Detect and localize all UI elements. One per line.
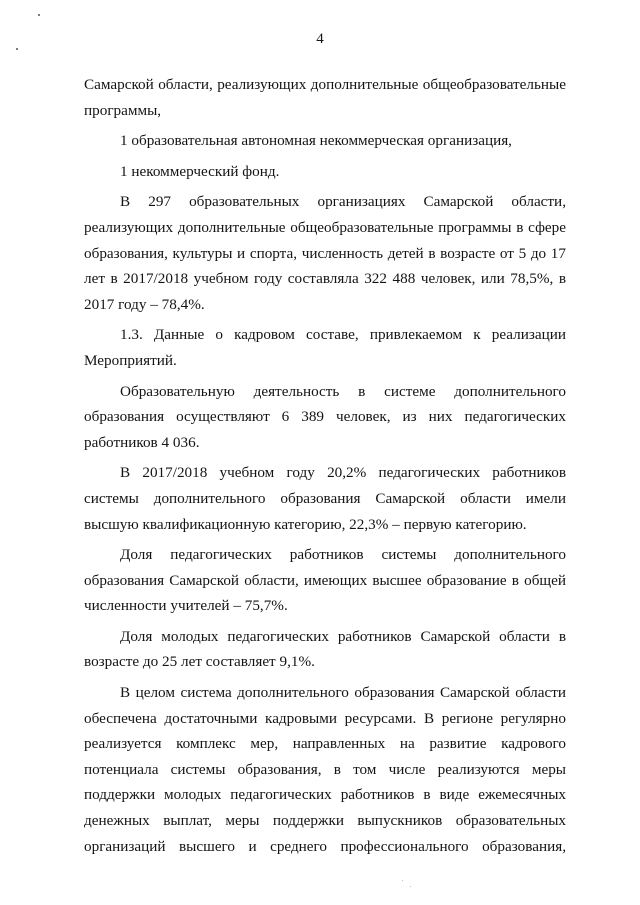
- paragraph-higher-education: Доля педагогических работников системы дополнительного образования Самарской области, имеющих высшее образование в общей численности учителей – 75,7%.: [84, 546, 566, 615]
- paragraph-section-1-3: 1.3. Данные о кадровом составе, привлекаемом к реализации Мероприятий.: [84, 326, 566, 369]
- paragraph-fund: 1 некоммерческий фонд.: [120, 162, 280, 180]
- scan-speck: [402, 880, 403, 881]
- page-number: 4: [316, 31, 324, 47]
- scan-speck: [38, 14, 40, 16]
- paragraph-continuation: Самарской области, реализующих дополнительные общеобразовательные программы,: [84, 76, 566, 119]
- paragraph-staff-count: Образовательную деятельность в системе дополнительного образования осуществляют 6 389 человек, из них педагогических работников 4 036.: [84, 382, 566, 451]
- document-body: [84, 72, 566, 864]
- paragraph-staff-support: В целом система дополнительного образования Самарской области обеспечена достаточными кадровыми ресурсами. В регионе регулярно реализуется комплекс мер, направленных на развитие кадрового потенциала системы образования, в том числе реализуются меры поддержки молодых педагогических работников в виде ежемесячных денежных выплат, меры поддержки выпускников образовательных организаций высшего и среднего профессионального образования,: [84, 684, 566, 855]
- paragraph-children-count: В 297 образовательных организациях Самарской области, реализующих дополнительные общеобразовательные программы в сфере образования, культуры и спорта, численность детей в возрасте от 5 до 17 лет в 2017/2018 учебном году составляла 322 488 человек, или 78,5%, в 2017 году – 78,4%.: [84, 193, 566, 313]
- scan-speck: [16, 48, 18, 50]
- scan-speck: [410, 886, 411, 887]
- paragraph-young-teachers: Доля молодых педагогических работников Самарской области в возрасте до 25 лет составляет 9,1%.: [84, 627, 566, 671]
- paragraph-qualification: В 2017/2018 учебном году 20,2% педагогических работников системы дополнительного образования Самарской области имели высшую квалификационную категорию, 22,3% – первую категорию.: [84, 464, 566, 533]
- paragraph-ano: 1 образовательная автономная некоммерческая организация,: [120, 132, 512, 150]
